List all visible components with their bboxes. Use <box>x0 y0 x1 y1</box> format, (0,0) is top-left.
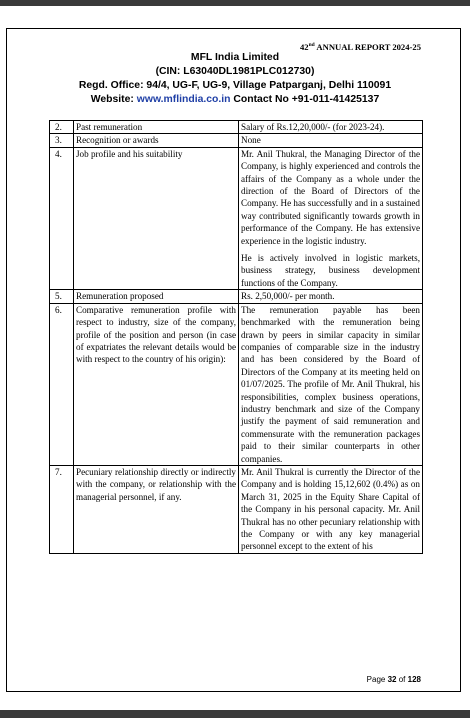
row-label: Comparative remuneration profile with respect to industry, size of the company, profile of the position and person (in case of expatriates the relevant details would be with respect to the country of his origin): <box>74 303 239 465</box>
table-row <box>50 121 423 134</box>
row-label: Job profile and his suitability <box>74 147 239 289</box>
registered-office-address: Regd. Office: 94/4, UG-F, UG-9, Village Patparganj, Delhi 110091 <box>78 80 392 91</box>
row-value: Mr. Anil Thukral, the Managing Director of the Company, is highly experienced and controls the affairs of the Company as a whole under the direction of the Board of Directors of the Company. He has successfully and in a sustained way contributed significantly towards growth in performance of the Company. He has extensive experience in the logistic industry. <box>241 148 420 246</box>
table-row <box>50 147 423 289</box>
table-row <box>50 465 423 553</box>
row-number: 2. <box>50 121 74 134</box>
row-label: Remuneration proposed <box>74 290 239 303</box>
row-value: None <box>239 134 423 147</box>
row-value-second-paragraph: He is actively involved in logistic markets, business strategy, business development functions of the Company. <box>241 253 420 288</box>
report-number: 42 <box>300 42 309 52</box>
table-row <box>50 134 423 147</box>
page-current: 32 <box>387 675 397 684</box>
page-label: Page <box>366 675 386 684</box>
row-value: Salary of Rs.12,20,000/- (for 2023-24). <box>239 121 423 134</box>
remuneration-details-table <box>49 120 423 554</box>
page-total: 128 <box>407 675 421 684</box>
contact-number: Contact No +91-011-41425137 <box>233 94 380 105</box>
company-cin: (CIN: L63040DL1981PLC012730) <box>155 66 315 77</box>
page-number <box>0 675 421 684</box>
row-label: Past remuneration <box>74 121 239 134</box>
top-border-bar <box>0 0 470 6</box>
table-row <box>50 303 423 465</box>
annual-report-title <box>0 42 421 52</box>
row-number: 4. <box>50 147 74 289</box>
table-row <box>50 290 423 303</box>
report-title-text: ANNUAL REPORT 2024-25 <box>316 42 421 52</box>
website-label: Website: <box>90 94 134 105</box>
row-number: 7. <box>50 465 74 553</box>
row-number: 3. <box>50 134 74 147</box>
company-name: MFL India Limited <box>190 52 280 63</box>
website-link[interactable]: www.mflindia.co.in <box>136 94 231 105</box>
row-value: Mr. Anil Thukral is currently the Director of the Company and is holding 15,12,602 (0.4%) as on March 31, 2025 in the Equity Share Capital of the Company in his personal capacity. Mr. Anil Thukral has no other pecuniary relationship with the Company or with any key managerial personnel except to the extent of his <box>239 465 423 553</box>
bottom-border-bar <box>0 710 470 718</box>
row-value: The remuneration payable has been benchmarked with the remuneration being drawn by peers in similar capacity in similar companies of comparable size in the industry and has been considered by the Board of Directors of the Company at its meeting held on 01/07/2025. The profile of Mr. Anil Thukral, his responsibilities, complex business operations, industry benchmark and size of the Company justify the payment of said remuneration and commensurate with the remuneration packages paid to their similar counterparts in other companies. <box>239 303 423 465</box>
website-contact-line <box>0 94 470 105</box>
row-number: 5. <box>50 290 74 303</box>
report-ordinal-suffix: nd <box>308 42 315 49</box>
row-value-cell <box>239 147 423 289</box>
row-number: 6. <box>50 303 74 465</box>
page-of: of <box>398 675 406 684</box>
row-label: Pecuniary relationship directly or indirectly with the company, or relationship with the managerial personnel, if any. <box>74 465 239 553</box>
row-value: Rs. 2,50,000/- per month. <box>239 290 423 303</box>
row-label: Recognition or awards <box>74 134 239 147</box>
